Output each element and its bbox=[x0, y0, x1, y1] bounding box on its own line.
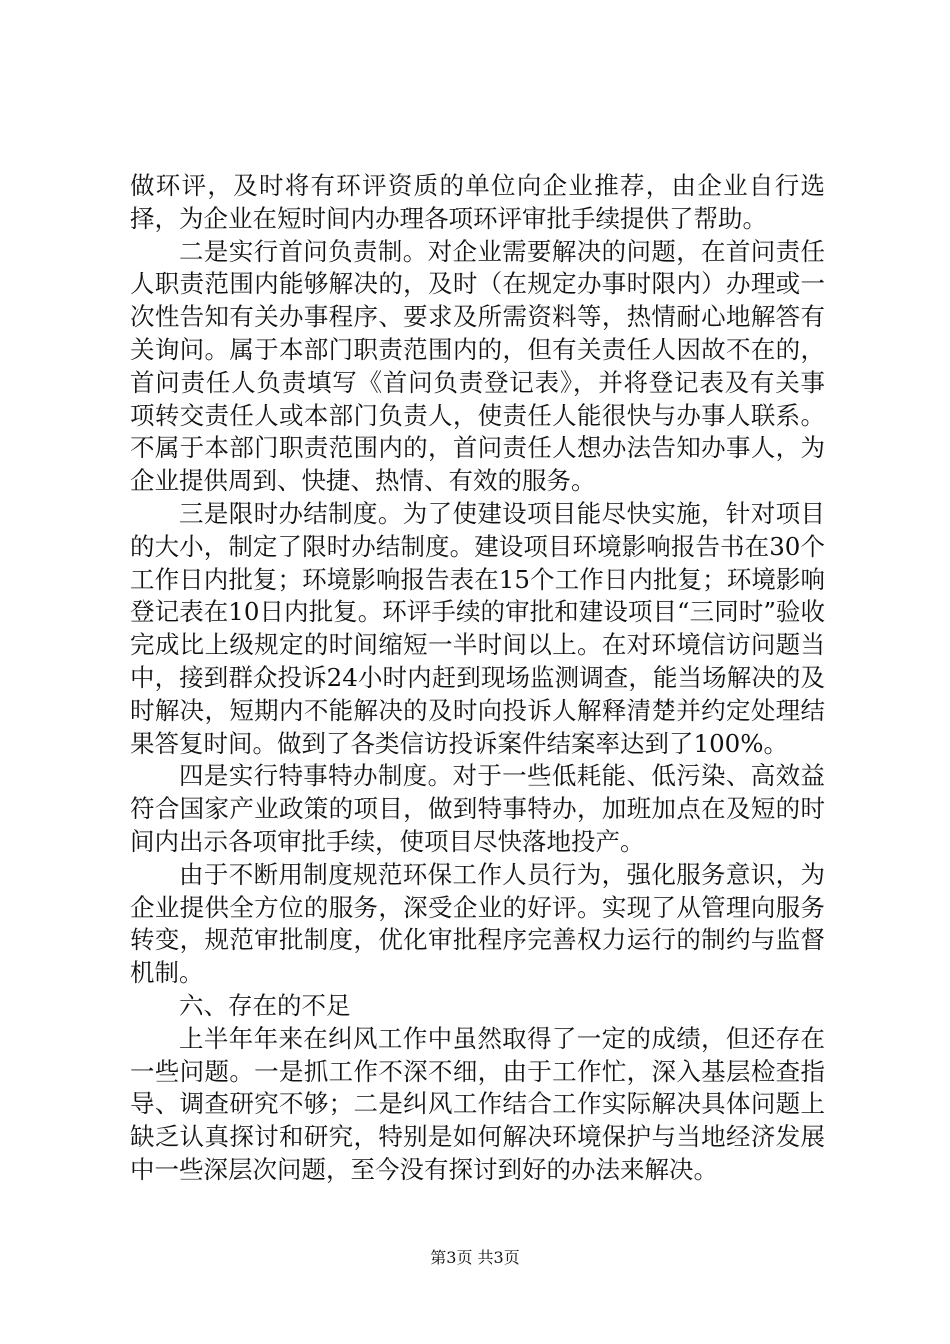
paragraph-2: 二是实行首问负责制。对企业需要解决的问题，在首问责任人职责范围内能够解决的，及时（在规定办事时限内）办理或一次性告知有关办事程序、要求及所需资料等，热情耐心地解答有关询问。属于本部门职责范围内的，但有关责任人因故不在的，首问责任人负责填写《首问负责登记表》，并将登记表及有关事项转交责任人或本部门负责人，使责任人能很快与办事人联系。不属于本部门职责范围内的，首问责任人想办法告知办事人，为企业提供周到、快捷、热情、有效的服务。 bbox=[130, 236, 825, 496]
paragraph-5: 由于不断用制度规范环保工作人员行为，强化服务意识，为企业提供全方位的服务，深受企业的好评。实现了从管理向服务转变，规范审批制度，优化审批程序完善权力运行的制约与监督机制。 bbox=[130, 859, 825, 988]
document-body bbox=[130, 170, 825, 1187]
page-footer: 第3页 共3页 bbox=[430, 1248, 520, 1267]
paragraph-4: 四是实行特事特办制度。对于一些低耗能、低污染、高效益符合国家产业政策的项目，做到特事特办，加班加点在及短的时间内出示各项审批手续，使项目尽快落地投产。 bbox=[130, 761, 825, 856]
paragraph-6: 上半年年来在纠风工作中虽然取得了一定的成绩，但还存在一些问题。一是抓工作不深不细，由于工作忙，深入基层检查指导、调查研究不够；二是纠风工作结合工作实际解决具体问题上缺乏认真探讨和研究，特别是如何解决环境保护与当地经济发展中一些深层次问题，至今没有探讨到好的办法来解决。 bbox=[130, 1023, 825, 1184]
paragraph-3: 三是限时办结制度。为了使建设项目能尽快实施，针对项目的大小，制定了限时办结制度。建设项目环境影响报告书在30个工作日内批复；环境影响报告表在15个工作日内批复；环境影响登记表在10日内批复。环评手续的审批和建设项目“三同时”验收完成比上级规定的时间缩短一半时间以上。在对环境信访问题当中，接到群众投诉24小时内赶到现场监测调查，能当场解决的及时解决，短期内不能解决的及时向投诉人解释清楚并约定处理结果答复时间。做到了各类信访投诉案件结案率达到了100%。 bbox=[130, 498, 825, 758]
paragraph-1: 做环评，及时将有环评资质的单位向企业推荐，由企业自行选择，为企业在短时间内办理各项环评审批手续提供了帮助。 bbox=[130, 171, 825, 233]
section-heading: 六、存在的不足 bbox=[179, 990, 351, 1020]
